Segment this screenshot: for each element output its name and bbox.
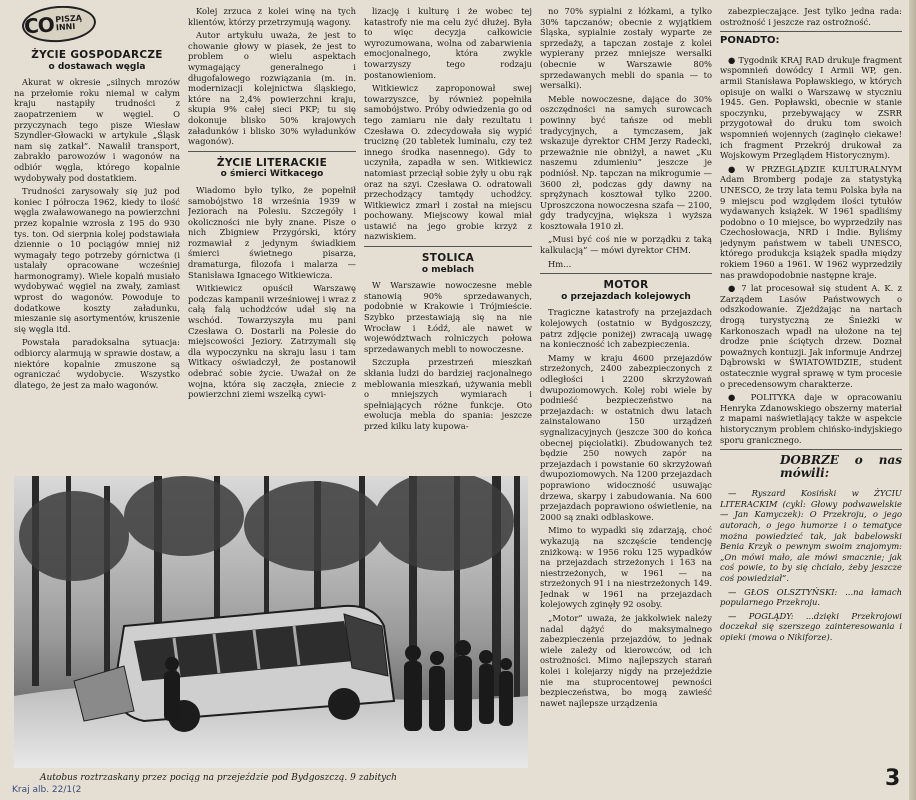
- dobrze-o-nas-heading: DOBRZE o nas mówili:: [780, 453, 902, 481]
- photo-caption: Autobus roztrzaskany przez pociąg na przejeździe pod Bydgoszczą. 9 zabitych: [40, 773, 397, 783]
- paragraph: Hm...: [548, 258, 572, 269]
- paragraph: W Warszawie nowoczesne meble stanowią 90% sprzedawanych, podobnie w Krakowie i Trójmieście. Szybko przestawiają się na nie Wrocław i Łódź, ale nawet w województwach rolniczych połowa sprzedawanych mebli to nowoczesne.: [364, 280, 532, 354]
- paragraph: Tragiczne katastrofy na przejazdach kolejowych (ostatnio w Bydgoszczy, patrz zdjęcie poniżej) zwracają uwagę na konieczność ich zabezpieczenia.: [540, 307, 712, 350]
- paragraph: Witkiewicz zaproponował swej towarzyszce, by również popełniła samobójstwo. Próby odwiedzenia go od tego zamiaru nie dały rezultatu i Czesława O. zdecydowała się wypić truciznę (20 tabletek luminalu, czy też innego środka nasennego). Gdy to uczyniła, zapadła w sen. Witkiewicz natomiast przeciął sobie żyły u obu rąk oraz na szyi. Czesława O. odratowali przechodzący tamtędy uchodźcy. Witkiewicz zmarł i został na miejscu pochowany. Miejscowy kowal miał ustawić na jego grobie krzyż z nazwiskiem.: [364, 83, 532, 242]
- column-motor: [540, 6, 712, 794]
- quote: — GŁOS OLSZTYŃSKI: ...na łamach popularnego Przekroju.: [720, 586, 902, 608]
- divider: [540, 273, 712, 274]
- section-subtitle: o dostawach węgla: [48, 61, 146, 72]
- paragraph: Meble nowoczesne, dające do 30% oszczędności na samych surowcach powinny być tańsze od mebli tradycyjnych, a tymczasem, jak wskazuje dyrektor CHM Jerzy Radecki, przeważnie nie obniżył, a nawet „Ku naszemu zdumieniu” jeszcze je podniósł. Np. tapczan na mikrogumie — 3600 zł, podczas gdy dawny na sprężynach kosztował tylko 2200. Uproszczona nowoczesna szafa — 2100, gdy tradycyjna, większa i wyższa kosztowała 1910 zł.: [540, 93, 712, 231]
- photo-illustration: [14, 476, 528, 768]
- logo-co: CO: [23, 12, 55, 39]
- paragraph: Szczupła przestrzeń mieszkań skłania ludzi do bardziej racjonalnego meblowania mieszkań, używania mebli o mniejszych wymiarach i spełniających różne funkcje. Oto ewolucja mebla do spania: jeszcze przed kilku laty kupowa-: [364, 357, 532, 431]
- column-gospodarcze: [14, 6, 180, 471]
- bullet-item: ● 7 lat procesował się student A. K. z Zarządem Lasów Państwowych o odszkodowanie. Zjeżdżając na nartach drogą turystyczną ze Śnieżki w Karkonoszach wpadł na ułożone na tej drodze pnie ściętych drzew. Doznał poważnych kontuzji. Jak informuje Andrzej Dąbrowski w ŚWIATOWIDZIE, student ostatecznie wygrał sprawę w tym procesie o precedensowym charakterze.: [720, 283, 902, 389]
- column-stolica: [364, 6, 532, 471]
- paragraph: Mimo to wypadki się zdarzają, choć wykazują na szczęście tendencję zniżkową: w 1956 roku 125 wypadków na przejazdach strzeżonych i 163 na niestrzeżonych, w 1961 — na strzeżonych 91 i na niestrzeżonych 149. Jednak w 1961 na przejazdach kolejowych zginęły 92 osoby.: [540, 525, 712, 610]
- bus-wreck-photo: [14, 476, 528, 768]
- paragraph: zabezpieczające. Jest tylko jedna rada: ostrożność i jeszcze raz ostrożność.: [720, 6, 902, 27]
- column-ponadto: [720, 6, 902, 794]
- paragraph: no 70% sypialni z łóżkami, a tylko 30% tapczanów; obecnie z wyjątkiem Śląska, sypialnie zostały wyparte ze sprzedaży, a tapczan zostaje z kolei wypierany przez mniejsze wersalki (obecnie w Warszawie 80% sprzedawanych mebli do spania — to wersalki).: [540, 6, 712, 91]
- paragraph: Kolej zrzuca z kolei winę na tych klientów, którzy przetrzymują wagony.: [188, 6, 356, 27]
- bullet-item: ● Tygodnik KRAJ RAD drukuje fragment wspomnień dowódcy I Armii WP, gen. armii Stanisława Popławskiego, w których opisuje on walki o Warszawę w styczniu 1945. Gen. Popławski, obecnie w stanie spoczynku, przebywający w ZSRR przygotował do druku tom swoich wspomnień wojennych (zaginęło ciekawe! ich fragment Przekrój drukował za Wojskowym Przeglądem Historycznym).: [720, 55, 902, 161]
- paragraph: „Motor” uważa, że jakkolwiek należy nadal dążyć do maksymalnego zabezpieczenia przejazdów, to jednak wiele zależy od kierowców, od ich ostrożności. Mimo najlepszych starań kolei i kolejarzy nigdy na przejeździe nie ma stuprocentowej pewności bezpieczeństwa, bo mogą zawieść nawet najlepsze urządzenia: [540, 613, 712, 708]
- bullet-item: ● W PRZEGLĄDZIE KULTURALNYM Adam Bromberg podaje za statystyką UNESCO, że trzy lata temu Polska była na 9 miejscu pod względem ilości tytułów wydawanych książek. W 1961 spadliśmy podobno o 10 miejsce, bo wyprzedziły nas Czechosłowacja, NRD i Indie. Byliśmy jedynym państwem w tabeli UNESCO, którego produkcja książek spadła między rokiem 1960 a 1961. W 1962 wyprzedziły nas prawdopodobnie następne kraje.: [720, 164, 902, 281]
- section-title: PONADTO:: [720, 35, 780, 47]
- divider: [720, 449, 902, 450]
- quote: — Ryszard Kosiński w ŻYCIU LITERACKIM (cykl: Głowy podwawelskie — Jan Kamyczek): O Przekroju, o jego autorach, o jego humorze i o tematyce można powiedzieć tak, jak babelowski Benia Krzyk o pewnym swoim znajomym: „On mówi mało, ale mówi smacznie; jak coś powie, to by się chciało, żeby jeszcze coś powiedział”.: [720, 488, 902, 583]
- section-title: ŻYCIE LITERACKIE: [216, 156, 328, 169]
- co-pisza-inni-logo: [21, 6, 97, 45]
- section-title: MOTOR: [603, 279, 649, 292]
- section-subtitle: o śmierci Witkacego: [220, 169, 324, 180]
- section-subtitle: o przejazdach kolejowych: [561, 291, 691, 302]
- bullet-item: ● POLITYKA daje w opracowaniu Henryka Zdanowskiego obszerny materiał z mapami naświetlający także w aspekcie historycznym problem chińsko-indyjskiego sporu granicznego.: [720, 392, 902, 445]
- paragraph: Trudności zarysowały się już pod koniec I półrocza 1962, kiedy to ilość węgla zwaławowanego na powierzchni przez kopalnie wzrosła z 195 do 930 tys. ton. Od sierpnia kolej podstawiała dziennie o 10 pociągów mniej niż wymagały tego potrzeby górnictwa (i ustalały opracowane wcześniej harmonogramy). Wiele kopalń musiało wydobywać węgiel na zwały, zamiast wprost do wagonów. Powoduje to dodatkowe koszty załadunku, mieszanie się asortymentów, kruszenie się węgla itd.: [14, 186, 180, 334]
- paragraph: lizację i kulturę i że wobec tej katastrofy nie ma celu żyć dłużej. Była to więc decyzja całkowicie wyrozumowana, wolna od zabarwienia emocjonalnego, która zwykle towarzyszy tego rodzaju postanowieniom.: [364, 6, 532, 80]
- section-title: ŻYCIE GOSPODARCZE: [31, 49, 163, 61]
- page-edge: [909, 0, 916, 800]
- quote: — POGLĄDY: ...dzięki Przekrojowi doczekał się szerszego zainteresowania i opieki (mowa o Nikiforze).: [720, 610, 902, 642]
- archive-stamp: Kraj alb. 22/1(2: [12, 785, 82, 795]
- divider: [364, 246, 532, 247]
- paragraph: Wiadomo było tylko, że popełnił samobójstwo 18 września 1939 w Jeziorach na Polesiu. Szczegóły i okoliczności nie były znane. Pisze o nich Zbigniew Przygórski, który rozmawiał z jedynym świadkiem śmierci świetnego pisarza, dramaturga, filozofa i malarza — Stanisława Ignacego Witkiewicza.: [188, 184, 356, 280]
- divider: [188, 151, 356, 152]
- paragraph: Autor artykułu uważa, że jest to chowanie głowy w piasek, że jest to problem o wielu aspektach wymagający generalnego i długofalowego rozwiązania (m. in. modernizacji kolejnictwa śląskiego, które na 2,4% powierzchni kraju, skupia 9% całej sieci PKP; tu się dokonuje blisko 50% krajowych załadunków i blisko 30% wyładunków wagonów).: [188, 30, 356, 147]
- page-number: 3: [885, 766, 901, 791]
- divider: [720, 31, 902, 32]
- column-literackie: [188, 6, 356, 471]
- section-subtitle: o meblach: [421, 264, 475, 275]
- section-title: STOLICA: [421, 252, 475, 265]
- paragraph: Mamy w kraju 4600 przejazdów strzeżonych, 2400 zabezpieczonych z odległości i 2200 skrzyżowań dwupoziomowych. Kolej robi wiele by podnieść bezpieczeństwo na przejazdach: w ostatnich dwu latach zainstalowano 150 urządzeń sygnalizacyjnych (jeszcze 300 do końca obecnej pięciolatki). Zbudowanych też będzie 250 nowych zapór na przejazdach i powstanie 60 skrzyżowań dwupoziomowych. Na 1200 przejazdach poprawiono widoczność usuwając drzewa, skarpy i zabudowania. Na 600 przejazdach poprawiono oświetlenie, na 2000 są znaki odblaskowe.: [540, 352, 712, 522]
- logo-pisza-inni: PISZĄ INNI: [55, 13, 83, 33]
- paragraph: „Musi być coś nie w porządku z taką kalkulacją” — mówi dyrektor CHM.: [540, 234, 712, 256]
- paragraph: Witkiewicz opuścił Warszawę podczas kampanii wrześniowej i wraz z całą falą uchodźców udał się na wschód. Towarzyszyła mu pani Czesława O. Dostarli na Polesie do miejscowości Jeziory. Zatrzymali się dla wypoczynku na skraju lasu i tam Witkacy oświadczył, że postanowił odebrać sobie życie. Uważał on że wojna, która się zaczęła, zniecie z powierzchni ziemi wszelką cywi-: [188, 283, 356, 400]
- paragraph: Akurat w okresie „silnych mrozów na przełomie roku niemal w całym kraju nastąpiły trudności z zaopatrzeniem w węgiel. O przyczynach tego pisze Wiesław Szyndler-Głowacki w artykule „Śląsk nam się zatkał”. Nawalił transport, zabrakło parowozów i wagonów na odbiór węgla, którego kopalnie wydobywały pod dostatkiem.: [14, 77, 180, 183]
- paragraph: Powstała paradoksalna sytuacja: odbiorcy alarmują w sprawie dostaw, a niektóre kopalnie zmuszone są ograniczać wydobycie. Wszystko dlatego, że jest za mało wagonów.: [14, 337, 180, 390]
